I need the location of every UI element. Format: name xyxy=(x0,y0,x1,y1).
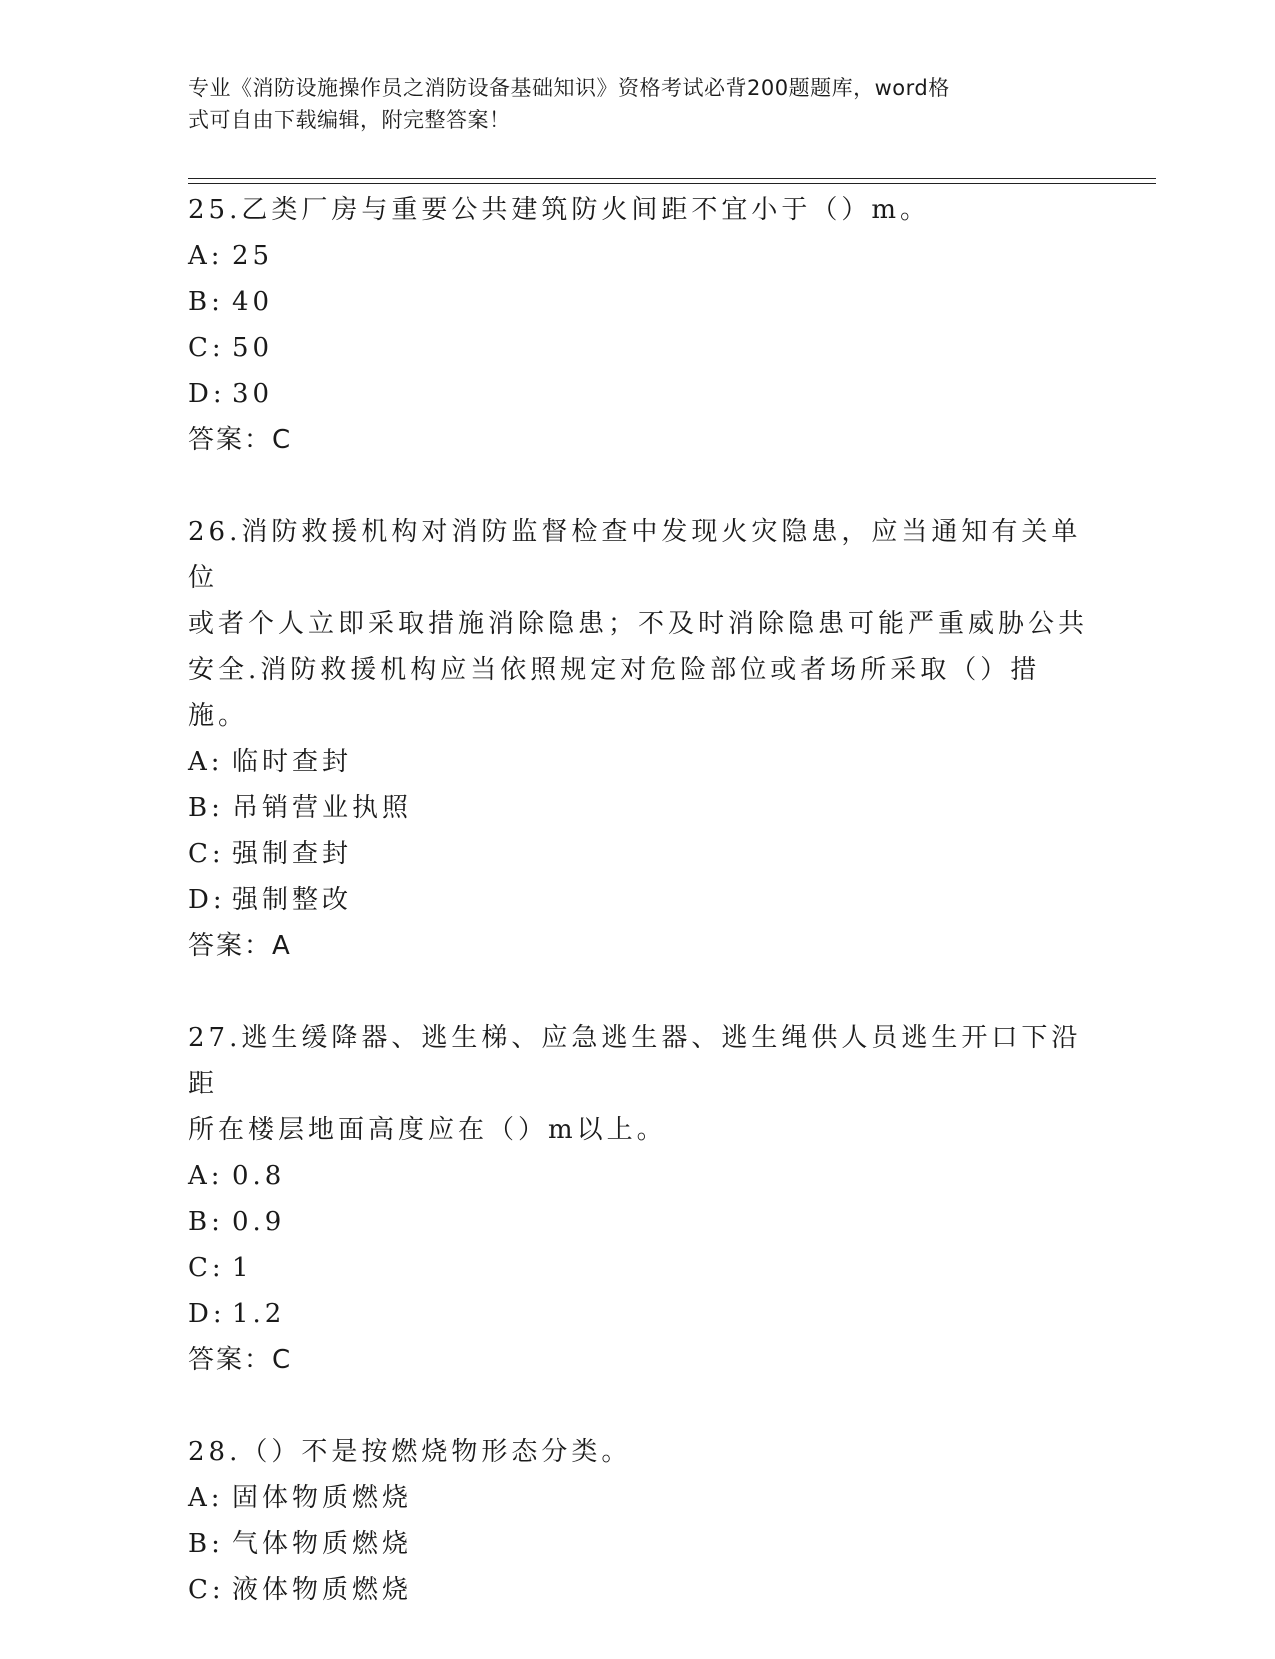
header-line-1: 专业《消防设施操作员之消防设备基础知识》资格考试必背200题题库，word格 xyxy=(188,76,950,100)
question-28 xyxy=(188,1429,1088,1613)
option-a xyxy=(188,1475,1088,1521)
option-text: 1 xyxy=(232,1253,253,1283)
option-a xyxy=(188,739,1088,785)
question-stem: 25.乙类厂房与重要公共建筑防火间距不宜小于（）m。 xyxy=(188,195,931,225)
question-stem-line: 27.逃生缓降器、逃生梯、应急逃生器、逃生绳供人员逃生开口下沿距 xyxy=(188,1023,1082,1099)
option-text: 40 xyxy=(232,287,274,317)
question-stem-line: 所在楼层地面高度应在（）m以上。 xyxy=(188,1115,667,1145)
option-text: 吊销营业执照 xyxy=(232,793,413,823)
option-label: B: xyxy=(188,793,224,823)
option-c xyxy=(188,831,1088,877)
header-line-2: 式可自由下载编辑，附完整答案！ xyxy=(188,108,511,132)
option-text: 1.2 xyxy=(232,1299,286,1329)
question-25 xyxy=(188,187,1088,463)
question-stem: 28.（）不是按燃烧物形态分类。 xyxy=(188,1437,632,1467)
answer: 答案：A xyxy=(188,931,292,961)
option-d xyxy=(188,371,1088,417)
option-b xyxy=(188,279,1088,325)
option-text: 固体物质燃烧 xyxy=(232,1483,413,1513)
option-label: A: xyxy=(188,747,224,777)
option-text: 0.8 xyxy=(232,1161,286,1191)
option-a xyxy=(188,233,1088,279)
option-text: 30 xyxy=(232,379,274,409)
option-label: D: xyxy=(188,1299,226,1329)
option-c xyxy=(188,325,1088,371)
question-26 xyxy=(188,509,1088,969)
option-label: B: xyxy=(188,1529,224,1559)
option-d xyxy=(188,877,1088,923)
answer: 答案：C xyxy=(188,1345,293,1375)
answer: 答案：C xyxy=(188,425,293,455)
option-b xyxy=(188,785,1088,831)
option-label: B: xyxy=(188,287,224,317)
question-27 xyxy=(188,1015,1088,1383)
option-text: 液体物质燃烧 xyxy=(232,1575,413,1605)
option-label: D: xyxy=(188,379,226,409)
document-header xyxy=(188,72,1068,136)
option-text: 强制查封 xyxy=(232,839,353,869)
option-c xyxy=(188,1567,1088,1613)
option-label: B: xyxy=(188,1207,224,1237)
question-stem-line: 或者个人立即采取措施消除隐患；不及时消除隐患可能严重威胁公共 xyxy=(188,609,1089,639)
question-list xyxy=(188,187,1088,1659)
option-label: A: xyxy=(188,241,224,271)
option-text: 强制整改 xyxy=(232,885,353,915)
header-rule-bottom xyxy=(188,183,1156,184)
option-text: 25 xyxy=(232,241,274,271)
question-stem-line: 安全.消防救援机构应当依照规定对危险部位或者场所采取（）措施。 xyxy=(188,655,1041,731)
option-d xyxy=(188,1291,1088,1337)
option-label: A: xyxy=(188,1161,224,1191)
option-label: C: xyxy=(188,839,225,869)
option-c xyxy=(188,1245,1088,1291)
option-b xyxy=(188,1199,1088,1245)
question-stem-line: 26.消防救援机构对消防监督检查中发现火灾隐患，应当通知有关单位 xyxy=(188,517,1082,593)
option-b xyxy=(188,1521,1088,1567)
option-label: C: xyxy=(188,1575,225,1605)
option-text: 临时查封 xyxy=(232,747,353,777)
option-text: 50 xyxy=(232,333,274,363)
option-label: C: xyxy=(188,333,225,363)
option-text: 0.9 xyxy=(232,1207,286,1237)
option-label: A: xyxy=(188,1483,224,1513)
option-label: D: xyxy=(188,885,226,915)
header-rule-top xyxy=(188,178,1156,179)
option-label: C: xyxy=(188,1253,225,1283)
option-text: 气体物质燃烧 xyxy=(232,1529,413,1559)
option-a xyxy=(188,1153,1088,1199)
